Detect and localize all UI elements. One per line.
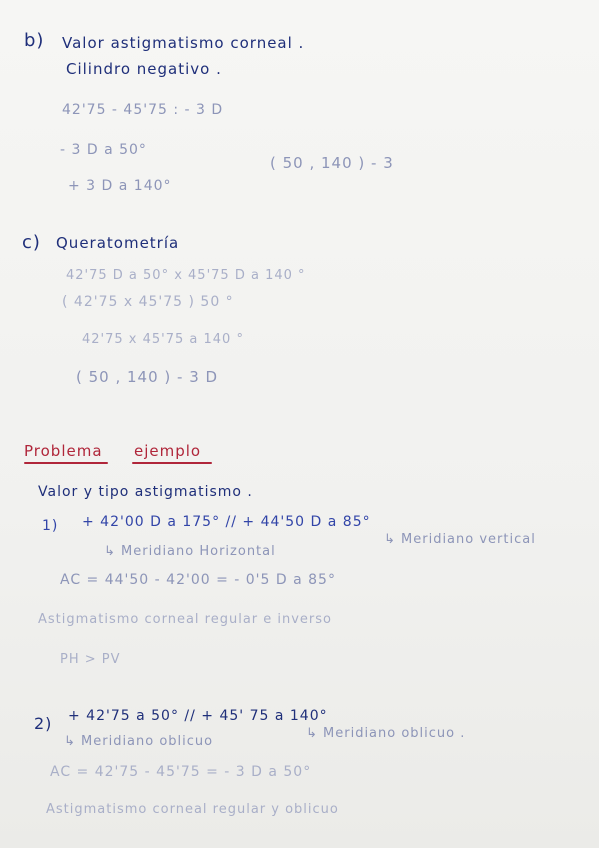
item1-label-vertical: ↳ Meridiano vertical xyxy=(384,532,536,547)
section-c-title: Queratometría xyxy=(56,234,180,252)
section-b-result: ( 50 , 140 ) - 3 xyxy=(270,154,394,172)
item2-label-a: ↳ Meridiano oblicuo xyxy=(64,734,214,749)
section-c-line4: ( 50 , 140 ) - 3 D xyxy=(76,368,219,386)
section-c-line2: ( 42'75 x 45'75 ) 50 ° xyxy=(62,294,234,310)
item1-label-horizontal: ↳ Meridiano Horizontal xyxy=(104,544,276,559)
item1-ac: AC = 44'50 - 42'00 = - 0'5 D a 85° xyxy=(60,572,336,588)
section-c-line3: 42'75 x 45'75 a 140 ° xyxy=(82,332,244,347)
item1-line1: + 42'00 D a 175° // + 44'50 D a 85° xyxy=(82,514,371,530)
section-b-line2: Cilindro negativo . xyxy=(66,60,222,78)
item2-number: 2) xyxy=(34,714,53,733)
ejemplo-title: ejemplo xyxy=(134,442,202,460)
item2-ac: AC = 42'75 - 45'75 = - 3 D a 50° xyxy=(50,764,312,780)
section-b-calc3: + 3 D a 140° xyxy=(68,178,172,194)
item2-line1: + 42'75 a 50° // + 45' 75 a 140° xyxy=(68,708,328,724)
section-c-line1: 42'75 D a 50° x 45'75 D a 140 ° xyxy=(66,268,306,283)
section-b-label: b) xyxy=(24,30,45,51)
problema-subtitle: Valor y tipo astigmatismo . xyxy=(38,484,253,500)
problema-title-underline xyxy=(24,462,108,464)
section-c-label: c) xyxy=(22,232,41,253)
item1-desc1: Astigmatismo corneal regular e inverso xyxy=(38,612,333,627)
section-b-line1: Valor astigmatismo corneal . xyxy=(62,34,305,52)
section-b-calc1: 42'75 - 45'75 : - 3 D xyxy=(62,102,224,118)
ejemplo-title-underline xyxy=(132,462,212,464)
problema-title: Problema xyxy=(24,442,103,460)
section-b-calc2: - 3 D a 50° xyxy=(60,142,147,158)
item2-label-b: ↳ Meridiano oblicuo . xyxy=(306,726,466,741)
item1-desc2: PH > PV xyxy=(60,652,121,667)
item1-number: 1) xyxy=(42,518,59,534)
item2-desc: Astigmatismo corneal regular y oblicuo xyxy=(46,802,339,817)
